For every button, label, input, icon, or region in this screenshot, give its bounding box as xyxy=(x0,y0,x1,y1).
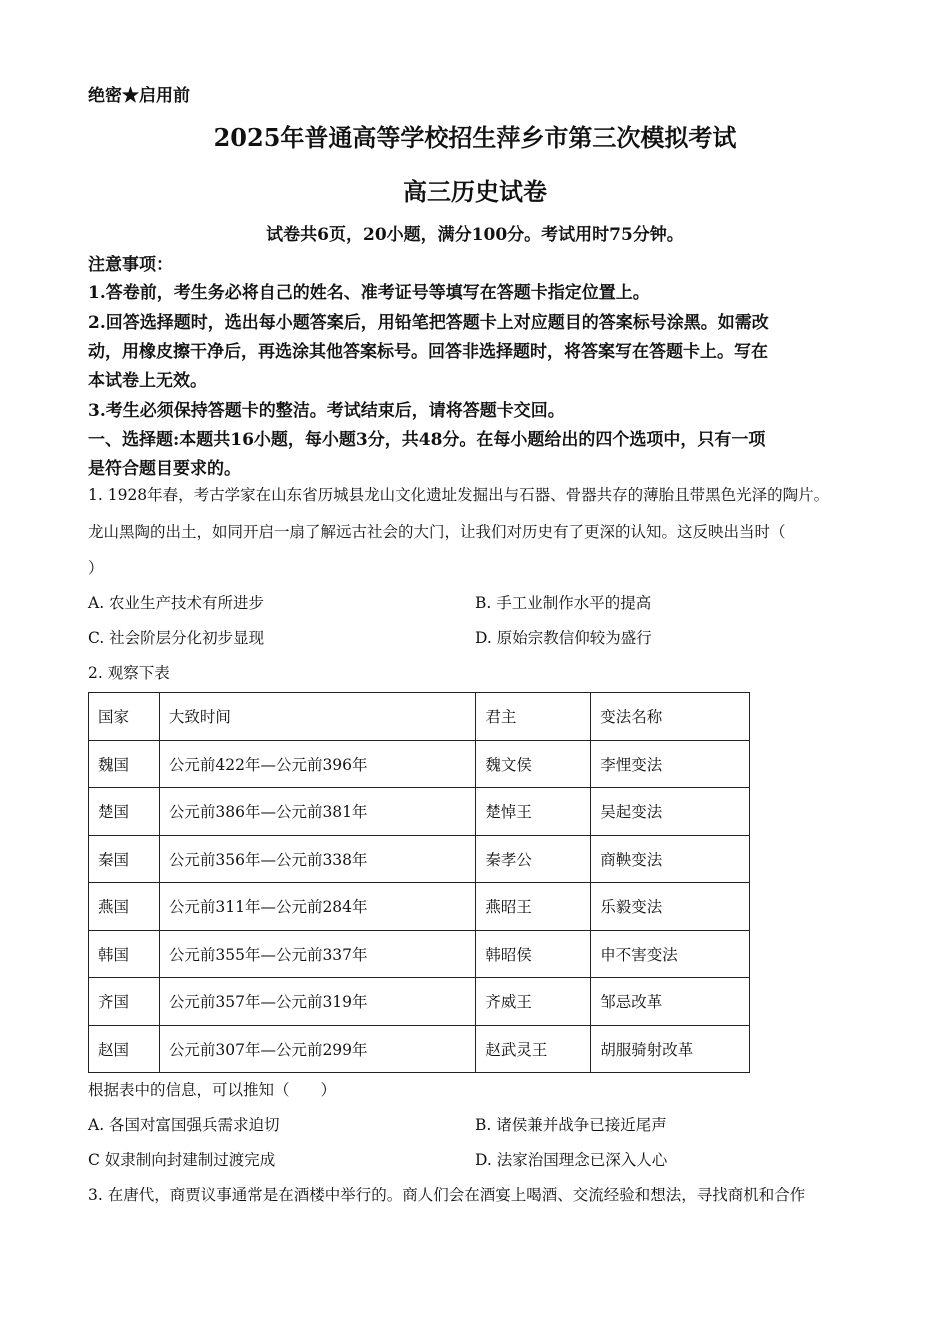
q2-option-c: C 奴隶制向封建制过渡完成 xyxy=(88,1151,276,1169)
table-row xyxy=(89,978,750,1026)
table-header-cell: 变法名称 xyxy=(591,693,750,741)
table-cell: 秦国 xyxy=(89,835,160,883)
table-cell: 韩昭侯 xyxy=(476,930,591,978)
exam-title: 2025年普通高等学校招生萍乡市第三次模拟考试 xyxy=(213,123,737,152)
table-cell: 齐国 xyxy=(89,978,160,1026)
q2-option-a: A. 各国对富国强兵需求迫切 xyxy=(88,1116,280,1134)
note-2-line-1: 2.回答选择题时，选出每小题答案后，用铅笔把答题卡上对应题目的答案标号涂黑。如需改 xyxy=(88,313,769,333)
exam-subtitle: 高三历史试卷 xyxy=(403,177,547,206)
q1-stem-line-1: 1. 1928年春，考古学家在山东省历城县龙山文化遗址发掘出与石器、骨器共存的薄胎且带黑色光泽的陶片。 xyxy=(88,486,830,504)
table-header-cell: 君主 xyxy=(476,693,591,741)
table-cell: 燕国 xyxy=(89,883,160,931)
q2-option-d: D. 法家治国理念已深入人心 xyxy=(475,1151,668,1169)
table-cell: 公元前307年—公元前299年 xyxy=(159,1025,476,1073)
section-heading-line-2: 是符合题目要求的。 xyxy=(88,459,241,479)
q3-stem-line-1: 3. 在唐代，商贾议事通常是在酒楼中举行的。商人们会在酒宴上喝酒、交流经验和想法，寻找商机和合作 xyxy=(88,1186,806,1204)
table-cell: 魏国 xyxy=(89,740,160,788)
table-cell: 公元前422年—公元前396年 xyxy=(159,740,476,788)
q1-stem-line-3: ） xyxy=(88,559,104,577)
q1-stem-line-2: 龙山黑陶的出土，如同开启一扇了解远古社会的大门，让我们对历史有了更深的认知。这反映出当时（ xyxy=(88,523,786,541)
table-row xyxy=(89,788,750,836)
q1-option-a: A. 农业生产技术有所进步 xyxy=(88,594,265,612)
note-2-line-3: 本试卷上无效。 xyxy=(88,371,207,391)
table-row xyxy=(89,930,750,978)
table-row xyxy=(89,835,750,883)
table-cell: 赵武灵王 xyxy=(476,1025,591,1073)
table-header-cell: 大致时间 xyxy=(159,693,476,741)
table-cell: 公元前386年—公元前381年 xyxy=(159,788,476,836)
table-row xyxy=(89,740,750,788)
table-cell: 魏文侯 xyxy=(476,740,591,788)
table-row xyxy=(89,883,750,931)
q2-question: 根据表中的信息，可以推知（ ） xyxy=(88,1081,337,1099)
table-cell: 乐毅变法 xyxy=(591,883,750,931)
table-cell: 秦孝公 xyxy=(476,835,591,883)
table-cell: 商鞅变法 xyxy=(591,835,750,883)
section-heading-line-1: 一、选择题:本题共16小题，每小题3分，共48分。在每小题给出的四个选项中，只有一项 xyxy=(88,430,766,450)
table-cell: 申不害变法 xyxy=(591,930,750,978)
table-cell: 公元前356年—公元前338年 xyxy=(159,835,476,883)
table-header-cell: 国家 xyxy=(89,693,160,741)
q2-option-b: B. 诸侯兼并战争已接近尾声 xyxy=(475,1116,667,1134)
q2-stem: 2. 观察下表 xyxy=(88,664,170,682)
table-cell: 赵国 xyxy=(89,1025,160,1073)
table-cell: 楚国 xyxy=(89,788,160,836)
exam-info: 试卷共6页，20小题，满分100分。考试用时75分钟。 xyxy=(266,225,684,245)
table-row xyxy=(89,1025,750,1073)
note-2-line-2: 动，用橡皮擦干净后，再选涂其他答案标号。回答非选择题时，将答案写在答题卡上。写在 xyxy=(88,342,768,362)
table-cell: 齐威王 xyxy=(476,978,591,1026)
table-cell: 吴起变法 xyxy=(591,788,750,836)
table-cell: 李悝变法 xyxy=(591,740,750,788)
table-header-row xyxy=(89,693,750,741)
table-cell: 燕昭王 xyxy=(476,883,591,931)
table-cell: 公元前357年—公元前319年 xyxy=(159,978,476,1026)
reform-table xyxy=(88,692,750,1073)
table-cell: 公元前311年—公元前284年 xyxy=(159,883,476,931)
table-cell: 公元前355年—公元前337年 xyxy=(159,930,476,978)
q1-option-b: B. 手工业制作水平的提高 xyxy=(475,594,652,612)
note-3: 3.考生必须保持答题卡的整洁。考试结束后，请将答题卡交回。 xyxy=(88,401,565,421)
q1-option-d: D. 原始宗教信仰较为盛行 xyxy=(475,629,652,647)
note-1: 1.答卷前，考生务必将自己的姓名、准考证号等填写在答题卡指定位置上。 xyxy=(88,283,650,303)
table-cell: 胡服骑射改革 xyxy=(591,1025,750,1073)
table-cell: 邹忌改革 xyxy=(591,978,750,1026)
table-cell: 楚悼王 xyxy=(476,788,591,836)
q1-option-c: C. 社会阶层分化初步显现 xyxy=(88,629,265,647)
confidential-label: 绝密★启用前 xyxy=(88,86,190,106)
notes-heading: 注意事项： xyxy=(88,255,173,275)
table-cell: 韩国 xyxy=(89,930,160,978)
